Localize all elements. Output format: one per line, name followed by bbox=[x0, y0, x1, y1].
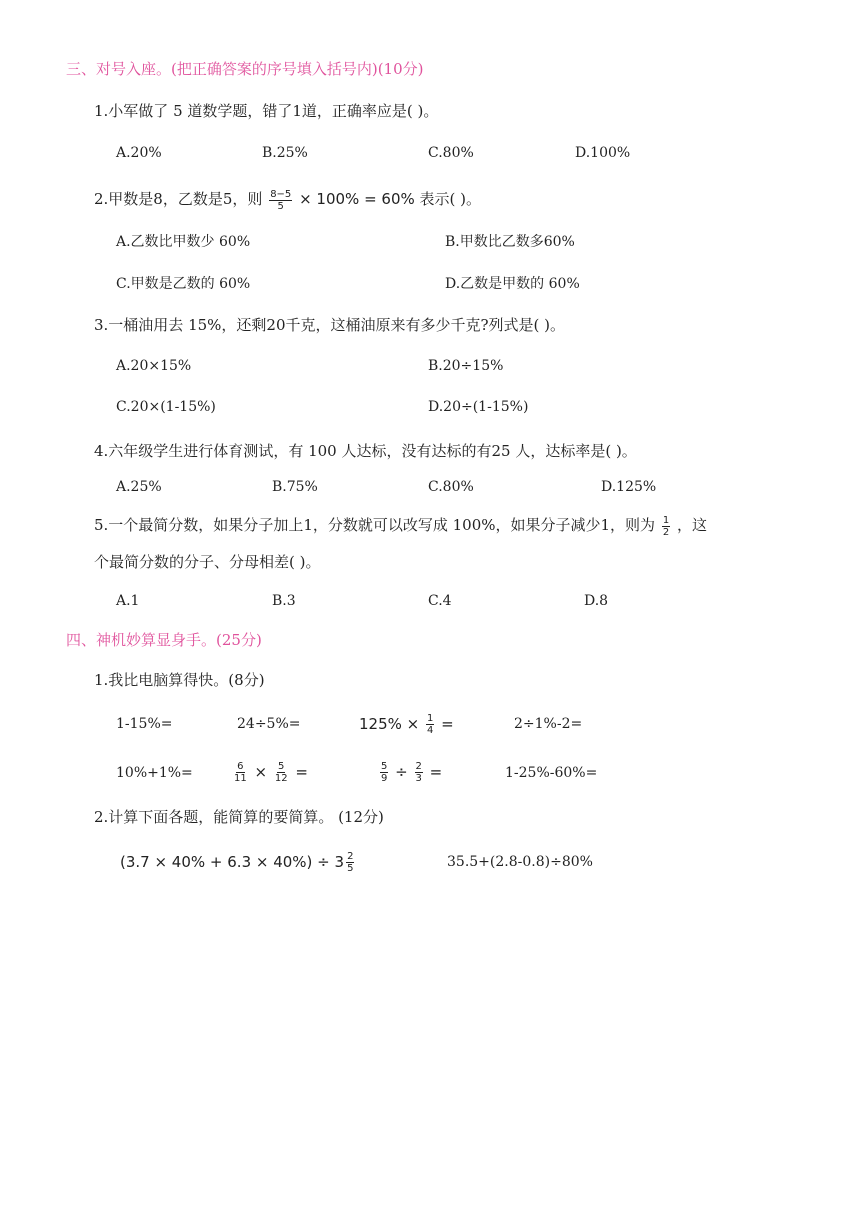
q5-frac-den: 2 bbox=[662, 526, 670, 538]
calc-1-3-den: 4 bbox=[427, 725, 434, 736]
calc-2-2-operator: × bbox=[254, 763, 268, 781]
calc-1-3-num: 1 bbox=[427, 713, 434, 724]
question-5-line-2: 个最简分数的分子、分母相差( )。 bbox=[94, 553, 321, 571]
q1-option-a: A.20% bbox=[116, 145, 162, 161]
expression-1-num: 2 bbox=[347, 851, 354, 862]
expression-1-fraction bbox=[346, 851, 354, 874]
calc-2-3-den-1: 9 bbox=[381, 773, 388, 784]
calc-2-2-frac-1 bbox=[233, 761, 248, 784]
q3-option-d: D.20÷(1-15%) bbox=[428, 399, 529, 415]
question-5-line-1 bbox=[94, 512, 707, 538]
expression-1-body: (3.7 × 40% + 6.3 × 40%) ÷ 3 bbox=[120, 853, 345, 871]
expression-1 bbox=[120, 849, 356, 875]
calc-2-1: 10%+1%= bbox=[116, 765, 193, 781]
q5-fraction bbox=[662, 515, 670, 538]
calc-1-4: 2÷1%-2= bbox=[514, 716, 583, 732]
q1-option-b: B.25% bbox=[262, 145, 308, 161]
section-4-title: 四、神机妙算显身手。(25分) bbox=[66, 631, 262, 649]
q2-option-d: D.乙数是甲数的 60% bbox=[445, 276, 580, 292]
q4-option-a: A.25% bbox=[116, 479, 162, 495]
question-4: 4.六年级学生进行体育测试，有 100 人达标，没有达标的有25 人，达标率是( )。 bbox=[94, 442, 637, 460]
q5-frac-num: 1 bbox=[662, 514, 670, 526]
calc-2-3-equals: = bbox=[429, 763, 443, 781]
calc-2-4: 1-25%-60%= bbox=[505, 765, 598, 781]
part-1-title: 1.我比电脑算得快。(8分) bbox=[94, 671, 265, 689]
expression-2: 35.5+(2.8-0.8)÷80% bbox=[447, 854, 593, 870]
q3-option-c: C.20×(1-15%) bbox=[116, 399, 216, 415]
calc-1-3-fraction bbox=[426, 713, 434, 736]
q4-option-c: C.80% bbox=[428, 479, 474, 495]
calc-1-3-suffix: = bbox=[441, 715, 454, 733]
q2-frac-num: 8−5 bbox=[270, 188, 292, 200]
calc-2-3 bbox=[378, 759, 442, 785]
q2-suffix: 表示( )。 bbox=[419, 190, 482, 208]
q2-expression: × 100% = 60% bbox=[299, 190, 415, 208]
q3-option-a: A.20×15% bbox=[116, 358, 192, 374]
q2-option-b: B.甲数比乙数多60% bbox=[445, 234, 575, 250]
calc-1-1: 1-15%= bbox=[116, 716, 173, 732]
question-3: 3.一桶油用去 15%，还剩20千克，这桶油原来有多少千克?列式是( )。 bbox=[94, 316, 566, 334]
q5-option-d: D.8 bbox=[584, 593, 609, 609]
calc-2-2-equals: = bbox=[295, 763, 308, 781]
calc-1-3 bbox=[359, 712, 454, 736]
q4-option-b: B.75% bbox=[272, 479, 318, 495]
q2-option-c: C.甲数是乙数的 60% bbox=[116, 276, 251, 292]
q4-option-d: D.125% bbox=[601, 479, 657, 495]
calc-2-3-frac-2 bbox=[415, 761, 423, 784]
q5-option-a: A.1 bbox=[116, 593, 140, 609]
calc-2-3-num-1: 5 bbox=[381, 761, 388, 772]
calc-1-3-prefix: 125% × bbox=[359, 715, 420, 733]
section-3-title: 三、对号入座。(把正确答案的序号填入括号内)(10分) bbox=[66, 60, 424, 78]
q1-option-c: C.80% bbox=[428, 145, 474, 161]
part-2-title: 2.计算下面各题，能简算的要简算。 (12分) bbox=[94, 808, 384, 826]
calc-2-2-den-2: 12 bbox=[274, 773, 288, 784]
calc-2-2 bbox=[231, 759, 308, 785]
q3-option-b: B.20÷15% bbox=[428, 358, 504, 374]
q2-fraction bbox=[269, 189, 292, 212]
q5-option-c: C.4 bbox=[428, 593, 452, 609]
calc-2-2-num-1: 6 bbox=[237, 761, 244, 772]
q2-option-a: A.乙数比甲数少 60% bbox=[116, 234, 251, 250]
calc-1-2: 24÷5%= bbox=[237, 716, 301, 732]
calc-2-2-den-1: 11 bbox=[234, 773, 247, 784]
question-2 bbox=[94, 187, 481, 212]
calc-2-3-den-2: 3 bbox=[415, 773, 422, 784]
calc-2-3-frac-1 bbox=[380, 761, 388, 784]
q1-option-d: D.100% bbox=[575, 145, 631, 161]
question-1: 1.小军做了 5 道数学题，错了1道，正确率应是( )。 bbox=[94, 102, 439, 120]
q5-line1-text: 5.一个最简分数，如果分子加上1，分数就可以改写成 100%，如果分子减少1，则为 bbox=[94, 516, 656, 534]
q2-frac-den: 5 bbox=[277, 200, 284, 212]
q5-option-b: B.3 bbox=[272, 593, 296, 609]
q2-prefix: 2.甲数是8，乙数是5，则 bbox=[94, 190, 263, 208]
calc-2-2-num-2: 5 bbox=[278, 761, 285, 772]
calc-2-3-operator: ÷ bbox=[395, 763, 408, 781]
q5-line1-end: ，这 bbox=[677, 516, 708, 534]
calc-2-3-num-2: 2 bbox=[415, 761, 422, 772]
calc-2-2-frac-2 bbox=[274, 761, 289, 784]
expression-1-den: 5 bbox=[347, 863, 354, 874]
